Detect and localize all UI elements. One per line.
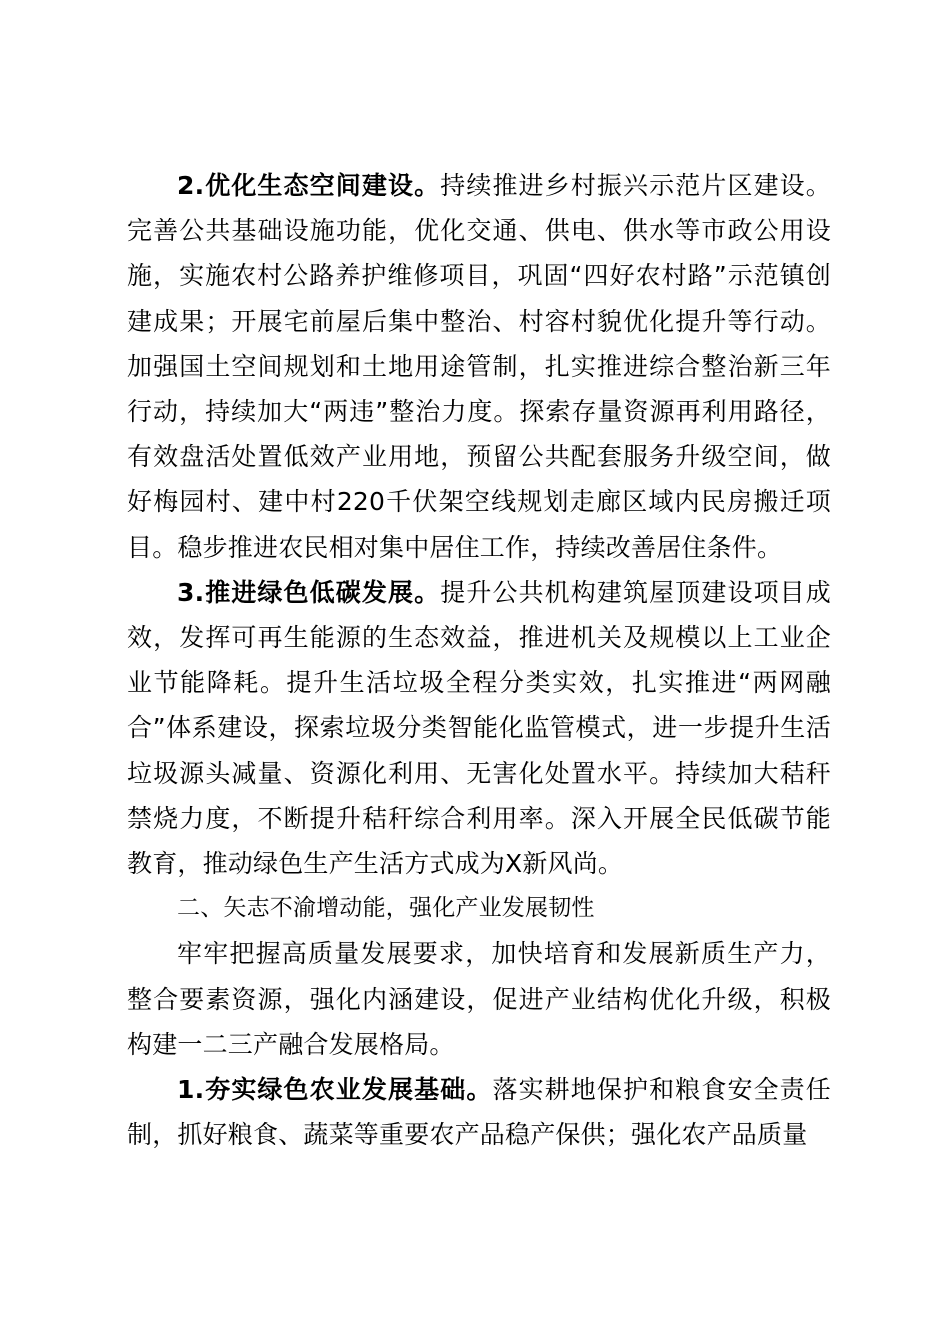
paragraph-heading: 3.推进绿色低碳发展。 <box>177 577 441 607</box>
section-heading <box>127 886 831 931</box>
paragraph-ecological-space <box>127 163 831 570</box>
paragraph-body: 牢牢把握高质量发展要求，加快培育和发展新质生产力，整合要素资源，强化内涵建设，促进产业结构优化升级，积极构建一二三产融合发展格局。 <box>127 939 831 1059</box>
paragraph-green-agriculture <box>127 1067 831 1157</box>
paragraph-green-low-carbon <box>127 570 831 886</box>
document-page <box>127 163 831 1157</box>
paragraph-section-intro <box>127 931 831 1067</box>
paragraph-heading: 1.夯实绿色农业发展基础。 <box>177 1075 493 1105</box>
paragraph-body: 落实耕地保护和粮食安全责任制，抓好粮食、蔬菜等重要农产品稳产保供；强化农产品质量 <box>127 1075 831 1150</box>
paragraph-body: 持续推进乡村振兴示范片区建设。完善公共基础设施功能，优化交通、供电、供水等市政公用设施，实施农村公路养护维修项目，巩固“四好农村路”示范镇创建成果；开展宅前屋后集中整治、村容村貌优化提升等行动。加强国土空间规划和土地用途管制，扎实推进综合整治新三年行动，持续加大“两违”整治力度。探索存量资源再利用路径，有效盘活处置低效产业用地，预留公共配套服务升级空间，做好梅园村、建中村220千伏架空线规划走廊区域内民房搬迁项目。稳步推进农民相对集中居住工作，持续改善居住条件。 <box>127 171 831 562</box>
section-heading-text: 二、矢志不渝增动能，强化产业发展韧性 <box>177 895 595 922</box>
paragraph-body: 提升公共机构建筑屋顶建设项目成效，发挥可再生能源的生态效益，推进机关及规模以上工业企业节能降耗。提升生活垃圾全程分类实效，扎实推进“两网融合”体系建设，探索垃圾分类智能化监管模式，进一步提升生活垃圾源头减量、资源化利用、无害化处置水平。持续加大秸秆禁烧力度，不断提升秸秆综合利用率。深入开展全民低碳节能教育，推动绿色生产生活方式成为X新风尚。 <box>127 577 831 879</box>
paragraph-heading: 2.优化生态空间建设。 <box>177 171 441 200</box>
